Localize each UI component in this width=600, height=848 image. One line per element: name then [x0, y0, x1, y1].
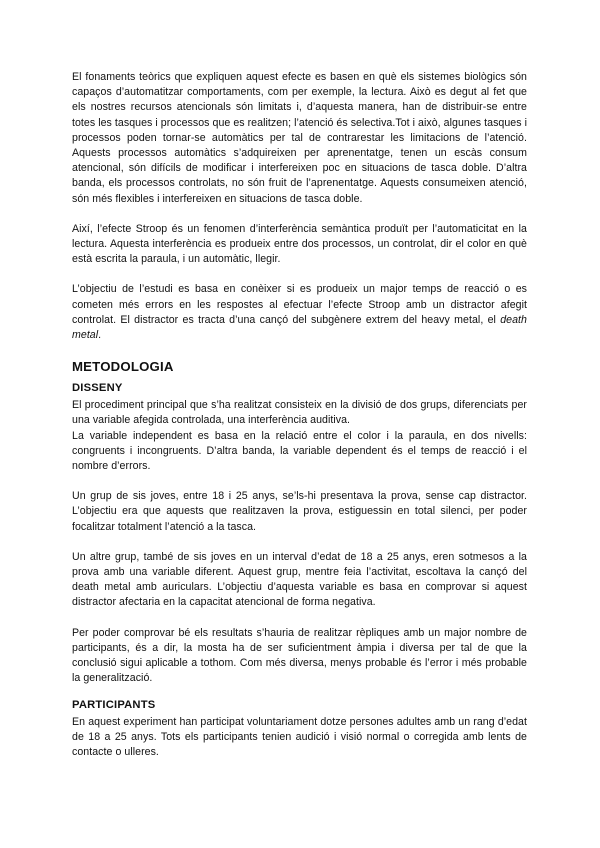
paragraph-resultats: Per poder comprovar bé els resultats s’hauria de realitzar rèpliques amb un major nombre de participants, és a dir, la mosta ha de ser suficientment àmpia i diversa per tal de que la conclusió sigui aplicable a tothom. Com més diversa, menys probable és l’error i més probable la generalització. — [72, 626, 527, 685]
paragraph-grup-2: Un altre grup, també de sis joves en un interval d’edat de 18 a 25 anys, eren sotmesos a la prova amb una variable diferent. Aquest grup, mentre feia l’activitat, escoltava la cançó del death metal amb auriculars. L’objectiu d’aquesta variable es basa en comprovar si aquest distractor afectaria en la capacitat atencional de forma negativa. — [72, 550, 527, 609]
heading-participants: PARTICIPANTS — [72, 698, 156, 711]
document-body — [72, 70, 527, 760]
paragraph-fonaments: El fonaments teòrics que expliquen aquest efecte es basen en què els sistemes biològics són capaços d’automatitzar comportaments, com per exemple, la lectura. Això es degut al fet que els nostres recursos atencionals són limitats i, d’aquesta manera, han de distribuir-se entre totes les tasques i processos que es realitzen; l’atenció és selectiva.Tot i això, algunes tasques i processos poden tornar-se automàtics per tal de contrarestar les limitacions de l’atenció. Aquests processos automàtics s’adquireixen per aprenentatge, tenen un escàs consum atencional, són difícils de modificar i interfereixen poc en situacions de tasca doble. D’altra banda, els processos controlats, no són fruit de l’aprenentatge. Aquests consumeixen atenció, són més flexibles i interfereixen en situacions de tasca doble. — [72, 71, 527, 205]
objectiu-italic: death metal — [72, 313, 527, 342]
heading-metodologia: METODOLOGIA — [72, 359, 174, 375]
paragraph-objectiu — [72, 282, 527, 343]
paragraph-grup-1: Un grup de sis joves, entre 18 i 25 anys, se’ls-hi presentava la prova, sense cap distractor. L’objectiu era que aquests que realitzaven la prova, estiguessin en total silenci, per poder focalitzar totalment l’atenció a la tasca. — [72, 490, 527, 533]
paragraph-participants: En aquest experiment han participat voluntariament dotze persones adultes amb un rang d’edat de 18 a 25 anys. Tots els participants tenien audició i visió normal o corregida amb lents de contacte o ulleres. — [72, 715, 527, 758]
objectiu-text: L’objectiu de l’estudi es basa en conèixer si es produeix un major temps de reacció o es cometen més errors en les respostes al efectuar l’efecte Stroop amb un distractor afegit controlat. El distractor es tracta d’una cançó del subgènere extrem del heavy metal, el — [72, 283, 527, 326]
objectiu-end: . — [98, 329, 102, 342]
paragraph-stroop: Així, l’efecte Stroop és un fenomen d’interferència semàntica produït per l’automaticitat en la lectura. Aquesta interferència es produeix entre dos processos, un controlat, dir el color en què està escrita la paraula, i un automàtic, llegir. — [72, 222, 527, 266]
paragraph-procediment: El procediment principal que s’ha realitzat consisteix en la divisió de dos grups, diferenciats per una variable afegida controlada, una interferència auditiva. — [72, 399, 527, 427]
paragraph-variables: La variable independent es basa en la relació entre el color i la paraula, en dos nivells: congruents i incongruents. D’altra banda, la variable dependent és el temps de reacció i el nombre d’errors. — [72, 429, 527, 473]
heading-disseny: DISSENY — [72, 382, 123, 395]
